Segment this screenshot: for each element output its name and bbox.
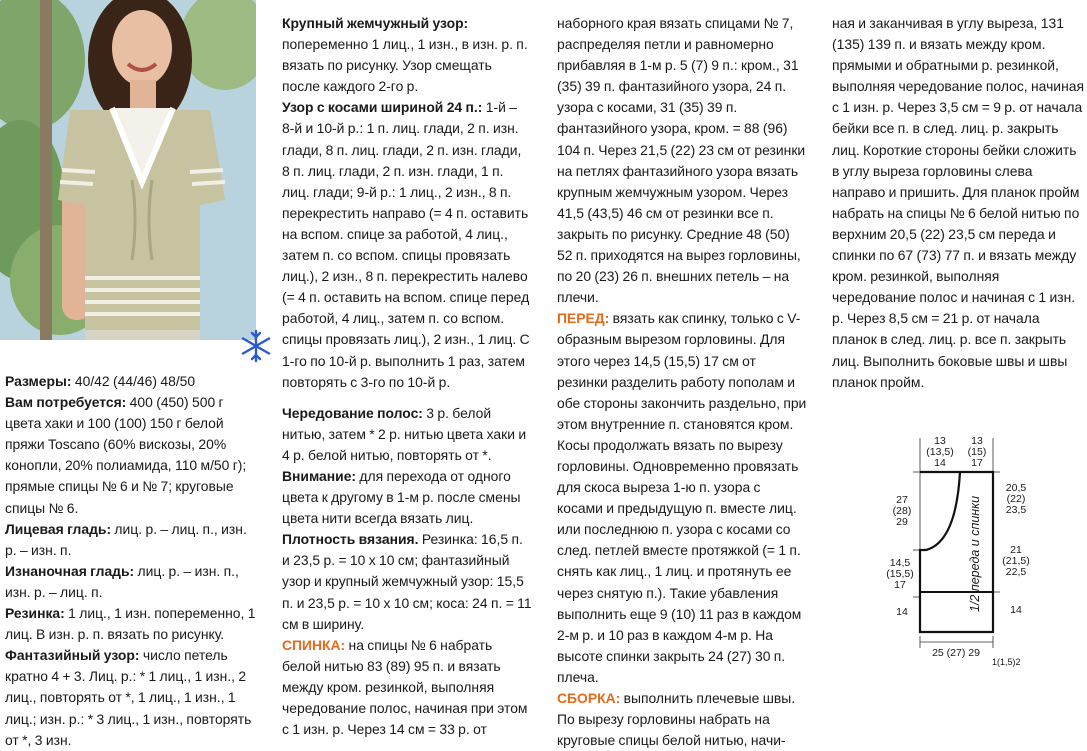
front-column xyxy=(557,13,807,751)
top-right-dim-1: 13 xyxy=(971,435,983,447)
stripes-label: Чередование полос: xyxy=(282,404,423,421)
right-upper-dim-2: (22) xyxy=(1006,493,1026,505)
back-label: СПИНКА: xyxy=(282,636,346,653)
assembly-label: СБОРКА: xyxy=(557,690,621,706)
stockinette-label: Лицевая гладь: xyxy=(5,520,112,537)
bottom-width-dim: 25 (27) 29 xyxy=(932,647,980,659)
sizes-paragraph xyxy=(5,371,257,392)
assembly-continued-paragraph: ная и заканчивая в углу выреза, 131 (135) 139 п. и вязать между кром. прямыми и обратными р. резинкой, выполняя чередование полос, начиная с 1 изн. р. Через 3,5 см = 9 р. от начала бейки все п. в след. лиц. р. закрыть лиц. Короткие стороны бейки сложить в углу выреза горловины слева направо и пришить. Для планок пройм набрать на спицы № 6 белой нитью по верхним 20,5 (22) 23,5 см переда и спинки по 67 (73) 77 п. и вязать между кром. резинкой, выполняя чередование полос и начиная с 1 изн. р. Через 8,5 см = 21 р. от начала планок в след. лиц. р. все п. закрыть лиц. Выполнить боковые швы и швы планок пройм. xyxy=(832,15,1084,390)
right-upper-dim-3: 23,5 xyxy=(1005,504,1027,516)
model-photo xyxy=(0,0,256,340)
sizes-label: Размеры: xyxy=(5,373,72,389)
rib-label: Резинка: xyxy=(5,605,65,622)
finishing-column xyxy=(832,13,1084,393)
fancy-pattern-paragraph xyxy=(5,645,257,750)
cable-pattern-paragraph xyxy=(282,97,532,392)
reverse-stockinette-label: Изнаночная гладь: xyxy=(5,562,135,579)
patterns-column xyxy=(282,13,532,740)
sizes-materials-column xyxy=(5,371,257,751)
pearl-pattern-paragraph xyxy=(282,13,532,97)
left-mid-dim-1: 14,5 xyxy=(889,557,911,569)
right-mid-dim-2: (21,5) xyxy=(1002,555,1030,567)
snowflake-icon xyxy=(238,328,274,364)
fancy-pattern-text: число петель кратно 4 + 3. Лиц. р.: * 1 лиц., 1 изн., 2 лиц., повторять от *, 1 лиц., 1 изн., 1 лиц.; изн. р.: * 3 лиц., 1 изн., повторять от *, 3 изн. xyxy=(5,647,252,748)
materials-label: Вам потребуется: xyxy=(5,394,127,411)
left-upper-dim-2: (28) xyxy=(892,505,912,517)
pattern-schematic xyxy=(868,432,1058,672)
front-paragraph xyxy=(557,308,807,688)
cable-pattern-label: Узор с косами шириной 24 п.: xyxy=(282,99,483,116)
right-upper-dim-1: 20,5 xyxy=(1005,482,1027,494)
right-low-dim: 14 xyxy=(1010,604,1022,616)
attention-paragraph xyxy=(282,466,532,529)
back-paragraph xyxy=(282,635,532,740)
stripes-paragraph xyxy=(282,403,532,466)
piece-label: 1/2 переда и спинки xyxy=(968,495,982,612)
gauge-label: Плотность вязания. xyxy=(282,531,419,548)
top-left-dim-1: 13 xyxy=(934,435,946,447)
top-right-dim-3: 17 xyxy=(971,457,983,469)
top-left-dim-3: 14 xyxy=(934,457,946,469)
pearl-pattern-text: попеременно 1 лиц., 1 изн., в изн. р. п. вязать по рисунку. Узор смещать после каждого 2-го р. xyxy=(282,36,528,95)
attention-text: для перехода от одного цвета к другому в 1-м р. после смены цвета нити всегда вязать лиц. xyxy=(282,467,521,527)
front-label: ПЕРЕД: xyxy=(557,310,610,327)
right-mid-dim-3: 22,5 xyxy=(1005,566,1027,578)
gauge-paragraph xyxy=(282,529,532,634)
top-left-dim-2: (13,5) xyxy=(926,446,954,458)
rib-paragraph xyxy=(5,603,257,645)
reverse-stockinette-text: лиц. р. – изн. п., изн. р. – лиц. п. xyxy=(5,562,239,600)
front-text: вязать как спинку, только с V-образным вырезом горловины. Для этого через 14,5 (15,5) 17 см от резинки разделить работу пополам и обе стороны закончить раздельно, при этом внутренние п. становятся кром. Косы продолжать вязать по вырезу горловины. Одновременно провязать для скоса выреза 1-ю п. узора с косами и предыдущую п. вместе лиц. или последнюю п. узора с косами со след. петлей вместе протяжкой (= 1 п. снять как лиц., 1 лиц. и протянуть ее через снятую п.). Такие убавления выполнить еще 9 (10) 11 раз в каждом 2-м р. и 10 раз в каждом 4-м р. На высоте спинки закрыть 24 (27) 30 п. плеча. xyxy=(557,310,807,685)
fancy-pattern-label: Фантазийный узор: xyxy=(5,647,140,664)
left-low-dim: 14 xyxy=(896,606,908,618)
bottom-small-dim: 1(1,5)2 xyxy=(992,657,1021,667)
materials-text: 400 (450) 500 г цвета хаки и 100 (100) 150 г белой пряжи Toscano (60% вискозы, 20% конопли, 20% полиамида, 110 м/50 г); прямые спицы № 6 и № 7; круговые спицы № 6. xyxy=(5,394,247,516)
back-text: на спицы № 6 набрать белой нитью 83 (89) 95 п. и вязать между кром. резинкой, выполняя чередование полос, начиная при этом с 1 изн. р. Через 14 см = 33 р. от xyxy=(282,636,528,738)
left-mid-dim-2: (15,5) xyxy=(886,568,914,580)
left-upper-dim-1: 27 xyxy=(896,494,908,506)
left-mid-dim-3: 17 xyxy=(894,579,906,591)
assembly-paragraph xyxy=(557,688,807,751)
stockinette-text: лиц. р. – лиц. п., изн. р. – изн. п. xyxy=(5,520,247,558)
pearl-pattern-label: Крупный жемчужный узор: xyxy=(282,15,469,31)
materials-paragraph xyxy=(5,392,257,519)
rib-text: 1 лиц., 1 изн. попеременно, 1 лиц. В изн. р. п. вязать по рисунку. xyxy=(5,605,256,643)
sizes-text: 40/42 (44/46) 48/50 xyxy=(71,373,196,389)
assembly-text: выполнить плечевые швы. По вырезу горловины набрать на круговые спицы белой нитью, начи- xyxy=(557,690,796,749)
attention-label: Внимание: xyxy=(282,467,357,484)
reverse-stockinette-paragraph xyxy=(5,561,257,603)
cable-pattern-text: 1-й – 8-й и 10-й р.: 1 п. лиц. глади, 2 п. изн. глади, 8 п. лиц. глади, 2 п. изн. глади, 8 п. лиц. глади, 2 п. изн. глади, 1 п. лиц. глади; 9-й р.: 1 лиц., 2 изн., 8 п. перекрестить направо (= 4 п. оставить на вспом. спице за работой, 4 лиц., затем п. со вспом. спицы провязать лиц.), 2 изн., 8 п. перекрестить налево (= 4 п. оставить на вспом. спице перед работой, 4 лиц., затем п. со вспом. спицы провязать лиц.), 2 изн., 1 лиц. С 1-го по 10-й р. выполнить 1 раз, затем повторять с 3-го по 10-й р. xyxy=(282,99,530,390)
left-upper-dim-3: 29 xyxy=(896,516,908,528)
back-continued-paragraph: наборного края вязать спицами № 7, распределяя петли и равномерно прибавляя в 1-м р. 5 (7) 9 п.: кром., 31 (35) 39 п. фантазийного узора, 24 п. узора с косами, 31 (35) 39 п. фантазийного узора, кром. = 88 (96) 104 п. Через 21,5 (22) 23 см от резинки на петлях фантазийного узора вязать крупным жемчужным узором. Через 41,5 (43,5) 46 см от резинки все п. закрыть по рисунку. Средние 48 (50) 52 п. приходятся на вырез горловины, по 20 (23) 26 п. внешних петель – на плечи. xyxy=(557,15,806,306)
right-mid-dim-1: 21 xyxy=(1010,544,1022,556)
stripes-text: 3 р. белой нитью, затем * 2 р. нитью цвета хаки и 4 р. белой нитью, повторять от *. xyxy=(282,404,527,463)
top-right-dim-2: (15) xyxy=(967,446,987,458)
stockinette-paragraph xyxy=(5,519,257,561)
gauge-text: Резинка: 16,5 п. и 23,5 р. = 10 х 10 см; фантазийный узор и крупный жемчужный узор: 15,5 п. и 23,5 р. = 10 х 10 см; коса: 24 п. = 11 см в ширину. xyxy=(282,531,532,632)
